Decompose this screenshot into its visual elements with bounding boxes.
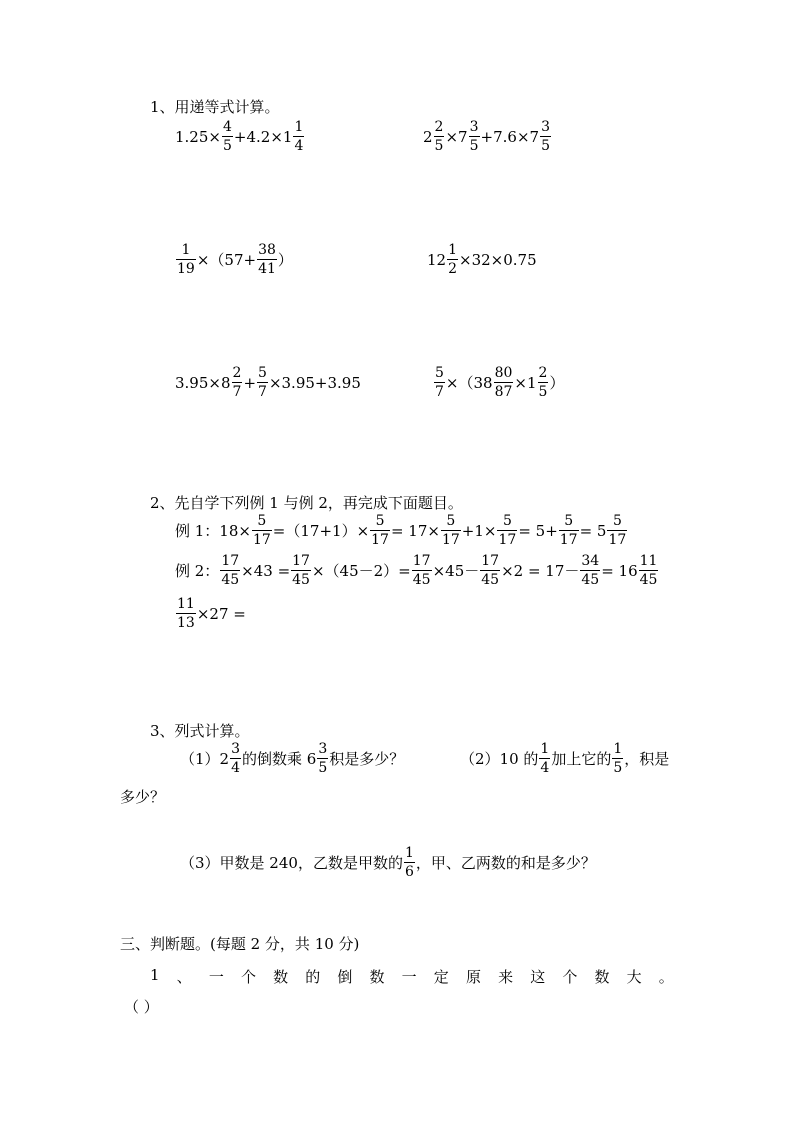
text: = 16 — [601, 561, 638, 580]
text: ，积是 — [624, 750, 670, 768]
text: 的倒数乘 6 — [242, 750, 317, 768]
statement-char: 原 — [465, 968, 481, 986]
statement-char: 数 — [594, 968, 610, 986]
text: （2）10 的 — [460, 750, 539, 768]
statement-char: 1 — [150, 966, 160, 984]
fraction: $\frac{80}{87}$ — [494, 365, 513, 400]
problem-2 — [423, 120, 552, 153]
problem-5 — [175, 366, 361, 399]
text: 3.95×8 — [175, 373, 231, 392]
fraction: 2 7 — [232, 365, 242, 400]
question-2 — [460, 742, 669, 775]
text: = 17× — [390, 521, 440, 540]
text: +4.2×1 — [233, 127, 293, 146]
text: ） — [549, 374, 565, 392]
statement-char: 大 — [626, 968, 642, 986]
fraction: 5 17 — [608, 513, 627, 548]
fraction: $\frac{11}{13}$ — [177, 596, 195, 631]
fraction: $\frac{2}{5}$ — [434, 119, 444, 154]
fraction: $\frac{17}{45}$ — [481, 553, 500, 588]
fraction: 1 6 — [404, 845, 414, 880]
text: ×45－ — [432, 562, 480, 580]
text: ） — [277, 251, 293, 269]
fraction: $\frac{17}{45}$ — [292, 553, 310, 588]
text: 积是多少？ — [329, 750, 405, 768]
text: 例 2： — [175, 562, 220, 580]
fraction: 3 5 — [541, 119, 550, 154]
text: +1× — [461, 521, 497, 540]
judge-statement-1 — [150, 966, 674, 987]
statement-char: 、 — [176, 968, 192, 986]
fraction: 11 45 — [639, 553, 658, 588]
fraction: $\frac{1}{19}$ — [177, 242, 195, 277]
statement-char: 个 — [562, 968, 578, 986]
statement-char: 定 — [433, 968, 449, 986]
fraction: $\frac{38}{41}$ — [258, 242, 276, 277]
text: ×2 = 17－ — [501, 562, 580, 580]
statement-char: 。 — [658, 968, 674, 986]
fraction: $\frac{5}{17}$ — [498, 513, 517, 548]
text: （1）2 — [180, 750, 230, 768]
fraction: $\frac{5}{7}$ — [258, 365, 267, 400]
text: =（17+1）× — [272, 522, 370, 540]
section-3-title: 3、列式计算。 — [150, 722, 250, 740]
example-1 — [175, 514, 628, 547]
statement-char: 一 — [208, 968, 224, 986]
text: ×（45－2）= — [311, 562, 411, 580]
fraction: $\frac{5}{17}$ — [441, 513, 460, 548]
fraction: $\frac{4}{5}$ — [222, 119, 232, 154]
fraction: $\frac{5}{7}$ — [435, 365, 444, 400]
fraction: $\frac{5}{17}$ — [371, 513, 389, 548]
statement-char: 的 — [305, 968, 321, 986]
text: 2 — [423, 127, 433, 146]
text: ×32×0.75 — [459, 250, 537, 269]
text: + — [243, 373, 257, 392]
practice-problem — [175, 597, 246, 630]
fraction: 1 4 — [540, 741, 550, 776]
text: ×43 = — [241, 561, 291, 580]
text: 12 — [427, 250, 447, 269]
fraction: 1 4 — [294, 119, 304, 154]
text: ，甲、乙两数的和是多少？ — [415, 854, 596, 872]
text: ×（57+ — [196, 251, 257, 269]
text: （3）甲数是 240，乙数是甲数的 — [180, 854, 403, 872]
example-2 — [175, 554, 659, 587]
text: 加上它的 — [551, 750, 612, 768]
text: 1.25× — [175, 127, 221, 146]
fraction: $\frac{34}{45}$ — [581, 553, 600, 588]
section-judge-title: 三、判断题。(每题 2 分，共 10 分) — [120, 935, 360, 953]
section-1-title: 1、用递等式计算。 — [150, 98, 280, 116]
text: ×1 — [514, 373, 537, 392]
statement-char: 倒 — [337, 968, 353, 986]
fraction: $\frac{1}{2}$ — [448, 242, 458, 277]
problem-4 — [427, 243, 537, 276]
text: ×27 = — [196, 604, 246, 623]
text: +7.6×7 — [480, 127, 540, 146]
fraction: 3 4 — [231, 741, 241, 776]
text: ×（38 — [445, 374, 493, 392]
statement-char: 来 — [498, 968, 514, 986]
statement-char: 一 — [401, 968, 417, 986]
statement-char: 个 — [240, 968, 256, 986]
problem-1 — [175, 120, 305, 153]
fraction: 3 5 — [318, 741, 328, 776]
fraction: $\frac{5}{17}$ — [559, 513, 578, 548]
text: = 5+ — [518, 521, 558, 540]
fraction: $\frac{17}{45}$ — [221, 553, 240, 588]
text: 例 1：18× — [175, 522, 251, 540]
section-2-title: 2、先自学下列例 1 与例 2，再完成下面题目。 — [150, 494, 463, 512]
statement-char: 数 — [369, 968, 385, 986]
text: ×7 — [445, 127, 468, 146]
statement-char: 这 — [530, 968, 546, 986]
fraction: $\frac{17}{45}$ — [412, 553, 431, 588]
fraction: $\frac{5}{17}$ — [252, 513, 271, 548]
text: = 5 — [579, 521, 607, 540]
fraction: 2 5 — [538, 365, 548, 400]
text: ×3.95+3.95 — [268, 373, 361, 392]
problem-3 — [175, 243, 293, 276]
question-3 — [180, 846, 596, 879]
question-2-continued: 多少？ — [120, 788, 166, 806]
fraction: 1 5 — [613, 741, 623, 776]
question-1 — [180, 742, 404, 775]
statement-char: 数 — [273, 968, 289, 986]
fraction: 3 5 — [469, 119, 479, 154]
problem-6 — [433, 366, 564, 399]
answer-blank[interactable]: （ ） — [124, 998, 159, 1016]
